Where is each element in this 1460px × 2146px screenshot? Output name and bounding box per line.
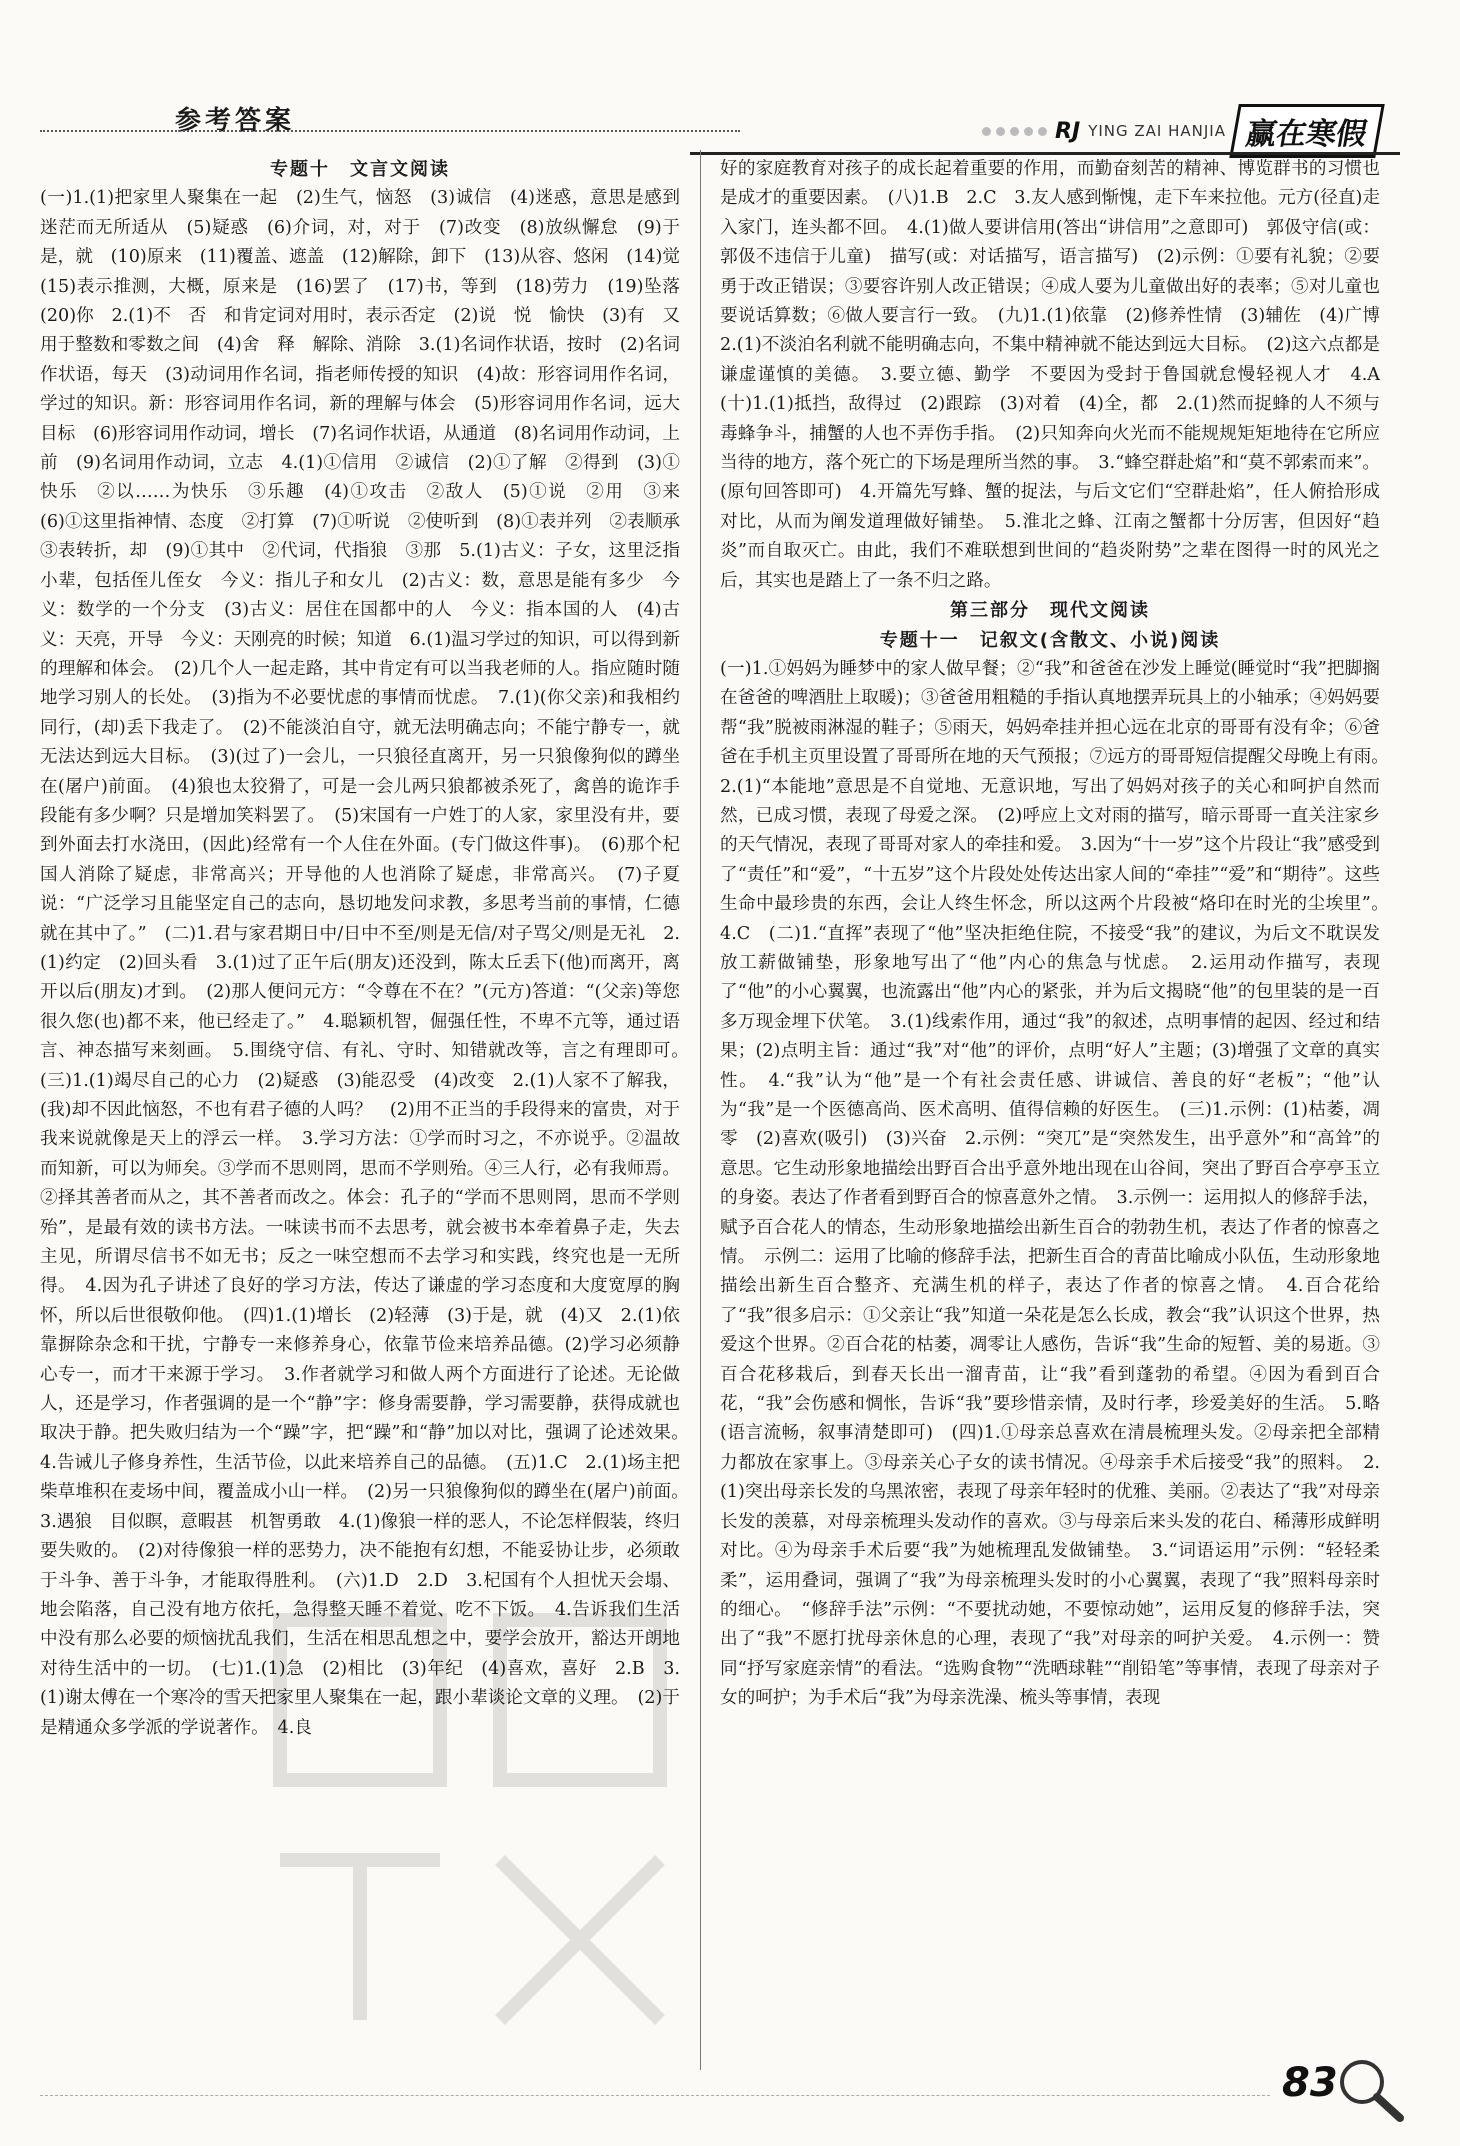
brand-logo: 赢在寒假 [1229,104,1385,158]
page-number: 83 [1282,2060,1338,2106]
watermark-stamp-icon [240,1560,700,2060]
right-column-text-upper: 好的家庭教育对孩子的成长起着重要的作用，而勤奋刻苦的精神、博览群书的习惯也是成才的重要因素。 (八)1.B 2.C 3.友人感到惭愧，走下车来拉他。元方(径直)走入家门，连头都不回。 4.(1)做人要讲信用(答出“讲信用”之意即可) 郭伋守信(或：郭伋不违信于儿童) 描写(或：对话描写，语言描写) (2)示例：①要有礼貌；②要勇于改正错误；③要容许别人改正错误；④成人要为儿童做出好的表率；⑤对儿童也要说话算数；⑥做人要言行一致。 (九)1.(1)依靠 (2)修养性情 (3)辅佐 (4)广博 2.(1)不淡泊名利就不能明确志向，不集中精神就不能达到远大目标。 (2)这六点都是谦虚谨慎的美德。 3.要立德、勤学 不要因为受封于鲁国就怠慢轻视人才 4.A (十)1.(1)抵挡，敌得过 (2)跟踪 (3)对着 (4)全，都 2.(1)然而捉蜂的人不须与毒蜂争斗，捕蟹的人也不弄伤手指。 (2)只知奔向火光而不能规规矩矩地待在它所应当待的地方，落个死亡的下场是理所当然的事。 3.“蜂空群赴焰”和“莫不郭索而来”。(原句回答即可) 4.开篇先写蜂、蟹的捉法，与后文它们“空群赴焰”，任人俯拾形成对比，从而为阐发道理做好铺垫。 5.淮北之蜂、江南之蟹都十分厉害，但因好“趋炎”而自取灭亡。由此，我们不难联想到世间的“趋炎附势”之辈在图得一时的风光之后，其实也是踏上了一条不归之路。 [720,159,1398,591]
brand-pinyin: YING ZAI HANJIA [1088,122,1226,140]
section-title-classical-chinese: 专题十 文言文阅读 [270,159,450,180]
page-title: 参考答案 [175,106,296,136]
footer-rule [40,2095,1270,2096]
left-column-text: (一)1.(1)把家里人聚集在一起 (2)生气，恼怒 (3)诚信 (4)迷惑，意思是感到迷茫而无所适从 (5)疑惑 (6)介词，对，对于 (7)改变 (8)放纵懈怠 (9)于是，就 (10)原来 (11)覆盖、遮盖 (12)解除，卸下 (13)从容、悠闲 (14)觉 (15)表示推测，大概，原来是 (16)罢了 (17)书，等到 (18)劳力 (19)坠落 (20)你 2.(1)不 否 和肯定词对用时，表示否定 (2)说 悦 愉快 (3)有 又 用于整数和零数之间 (4)舍 释 解除、消除 3.(1)名词作状语，按时 (2)名词作状语，每天 (3)动词用作名词，指老师传授的知识 (4)故：形容词用作名词，学过的知识。新：形容词用作名词，新的理解与体会 (5)形容词用作名词，远大目标 (6)形容词用作动词，增长 (7)名词作状语，从通道 (8)名词用作动词，上前 (9)名词用作动词，立志 4.(1)①信用 ②诚信 (2)①了解 ②得到 (3)①快乐 ②以……为快乐 ③乐趣 (4)①攻击 ②敌人 (5)①说 ②用 ③来 (6)①这里指神情、态度 ②打算 (7)①听说 ②使听到 (8)①表并列 ②表顺承 ③表转折，却 (9)①其中 ②代词，代指狼 ③那 5.(1)古义：子女，这里泛指小辈，包括侄儿侄女 今义：指儿子和女儿 (2)古义：数，意思是能有多少 今义：数学的一个分支 (3)古义：居住在国都中的人 今义：指本国的人 (4)古义：天亮，开导 今义：天刚亮的时候；知道 6.(1)温习学过的知识，可以得到新的理解和体会。 (2)几个人一起走路，其中肯定有可以当我老师的人。指应随时随地学习别人的长处。 (3)指为不必要忧虑的事情而忧虑。 7.(1)(你父亲)和我相约同行，(却)丢下我走了。 (2)不能淡泊自守，就无法明确志向；不能宁静专一，就无法达到远大目标。 (3)(过了)一会儿，一只狼径直离开，另一只狼像狗似的蹲坐在(屠户)前面。 (4)狼也太狡猾了，可是一会儿两只狼都被杀死了，禽兽的诡诈手段能有多少啊？只是增加笑料罢了。 (5)宋国有一户姓丁的人家，家里没有井，要到外面去打水浇田，(因此)经常有一个人住在外面。(专门做这件事)。 (6)那个杞国人消除了疑虑，非常高兴；开导他的人也消除了疑虑，非常高兴。 (7)子夏说：“广泛学习且能坚定自己的志向，恳切地发问求教，多思考当前的事情，仁德就在其中了。” (二)1.君与家君期日中/日中不至/则是无信/对子骂父/则是无礼 2.(1)约定 (2)回头看 3.(1)过了正午后(朋友)还没到，陈太丘丢下(他)而离开，离开以后(朋友)才到。 (2)那人便问元方：“令尊在不在？”(元方)答道：“(父亲)等您很久您(也)都不来，他已经走了。” 4.聪颖机智，倔强任性，不卑不亢等，通过语言、神态描写来刻画。 5.围绕守信、有礼、守时、知错就改等，言之有理即可。 (三)1.(1)竭尽自己的心力 (2)疑惑 (3)能忍受 (4)改变 2.(1)人家不了解我，(我)却不因此恼怒，不也有君子德的人吗？ (2)用不正当的手段得来的富贵，对于我来说就像是天上的浮云一样。 3.学习方法：①学而时习之，不亦说乎。②温故而知新，可以为师矣。③学而不思则罔，思而不学则殆。④三人行，必有我师焉。②择其善者而从之，其不善者而改之。体会：孔子的“学而不思则罔，思而不学则殆”，是最有效的读书方法。一味读书而不去思考，就会被书本牵着鼻子走，失去主见，所谓尽信书不如无书；反之一味空想而不去学习和实践，终究也是一无所得。 4.因为孔子讲述了良好的学习方法，传达了谦虚的学习态度和大度宽厚的胸怀，所以后世很敬仰他。 (四)1.(1)增长 (2)轻薄 (3)于是，就 (4)又 2.(1)依靠摒除杂念和干扰，宁静专一来修养身心，依靠节俭来培养品德。(2)学习必须静心专一，而才干来源于学习。 3.作者就学习和做人两个方面进行了论述。无论做人，还是学习，作者强调的是一个“静”字：修身需要静，学习需要静，获得成就也取决于静。把失败归结为一个“躁”字，把“躁”和“静”加以对比，强调了论述效果。 4.告诫儿子修身养性，生活节俭，以此来培养自己的品德。 (五)1.C 2.(1)场主把柴草堆积在麦场中间，覆盖成小山一样。 (2)另一只狼像狗似的蹲坐在(屠户)前面。 3.遇狼 目似瞑，意暇甚 机智勇敢 4.(1)像狼一样的恶人，不论怎样假装，终归要失败的。 (2)对待像狼一样的恶势力，决不能抱有幻想，不能妥协让步，必须敢于斗争、善于斗争，才能取得胜利。 (六)1.D 2.D 3.杞国有个人担忧天会塌、地会陷落，自己没有地方依托，急得整天睡不着觉、吃不下饭。 4.告诉我们生活中没有那么必要的烦恼扰乱我们，生活在相思乱想之中，要学会放开，豁达开朗地对待生活中的一切。 (七)1.(1)急 (2)相比 (3)年纪 (4)喜欢，喜好 2.B 3.(1)谢太傅在一个寒冷的雪天把家里人聚集在一起，跟小辈谈论文章的义理。 (2)于是精通众多学派的学说著作。 4.良 [40,188,698,1738]
dots-decoration-icon [982,127,1047,136]
magnifier-icon [1338,2056,1408,2126]
section-title-narrative: 专题十一 记叙文(含散文、小说)阅读 [879,629,1221,651]
brand-header [982,108,1380,154]
part-title-modern-reading: 第三部分 现代文阅读 [950,600,1150,622]
column-divider [700,150,701,2070]
right-column [720,155,1398,2085]
edition-badge: RJ [1055,118,1081,144]
header-dotted-rule [40,130,740,134]
right-column-text-lower: (一)1.①妈妈为睡梦中的家人做早餐；②“我”和爸爸在沙发上睡觉(睡觉时“我”把脚搁在爸爸的啤酒肚上取暖)；③爸爸用粗糙的手指认真地摆弄玩具上的小轴承；④妈妈要帮“我”脱被雨淋湿的鞋子；⑤雨天，妈妈牵挂并担心远在北京的哥哥有没有伞；⑥爸爸在手机主页里设置了哥哥所在地的天气预报；⑦远方的哥哥短信提醒父母晚上有雨。 2.(1)“本能地”意思是不自觉地、无意识地，写出了妈妈对孩子的关心和呵护自然而然，已成习惯，表现了母爱之深。 (2)呼应上文对雨的描写，暗示哥哥一直关注家乡的天气情况，表现了哥哥对家人的牵挂和爱。 3.因为“十一岁”这个片段让“我”感受到了“责任”和“爱”，“十五岁”这个片段处处传达出家人间的“牵挂”“爱”和“期待”。这些生命中最珍贵的东西，会让人终生怀念，所以这两个片段被“烙印在时光的尘埃里”。 4.C (二)1.“直挥”表现了“他”坚决拒绝住院，不接受“我”的建议，为后文不耽误发放工薪做铺垫，形象地写出了“他”内心的焦急与忧虑。 2.运用动作描写，表现了“他”的小心翼翼，也流露出“他”内心的紧张，并为后文揭晓“他”的包里装的是一百多万现金埋下伏笔。 3.(1)线索作用，通过“我”的叙述，点明事情的起因、经过和结果；(2)点明主旨：通过“我”对“他”的评价，点明“好人”主题；(3)增强了文章的真实性。 4.“我”认为“他”是一个有社会责任感、讲诚信、善良的好“老板”；“他”认为“我”是一个医德高尚、医术高明、值得信赖的好医生。 (三)1.示例：(1)枯萎，凋零 (2)喜欢(吸引) (3)兴奋 2.示例：“突兀”是“突然发生，出乎意外”和“高耸”的意思。它生动形象地描绘出野百合出乎意外地出现在山谷间，突出了野百合亭亭玉立的身姿。表达了作者看到野百合的惊喜意外之情。 3.示例一：运用拟人的修辞手法，赋予百合花人的情态，生动形象地描绘出新生百合的勃勃生机，表达了作者的惊喜之情。 示例二：运用了比喻的修辞手法，把新生百合的青苗比喻成小队伍，生动形象地描绘出新生百合整齐、充满生机的样子，表达了作者的惊喜之情。 4.百合花给了“我”很多启示：①父亲让“我”知道一朵花是怎么长成，教会“我”认识这个世界，热爱这个世界。②百合花的枯萎，凋零让人感伤，告诉“我”生命的短暂、美的易逝。③百合花移栽后，到春天长出一溜青苗，让“我”看到蓬勃的希望。④因为看到百合花，“我”会伤感和惆怅，告诉“我”要珍惜亲情，及时行孝，珍爱美好的生活。 5.略(语言流畅，叙事清楚即可) (四)1.①母亲总喜欢在清晨梳理头发。②母亲把全部精力都放在家事上。③母亲关心子女的读书情况。④母亲手术后接受“我”的照料。 2.(1)突出母亲长发的乌黑浓密，表现了母亲年轻时的优雅、美丽。②表达了“我”对母亲长发的羡慕，对母亲梳理头发动作的喜欢。③与母亲后来头发的花白、稀薄形成鲜明对比。④为母亲手术后要“我”为她梳理乱发做铺垫。 3.“词语运用”示例：“轻轻柔柔”，运用叠词，强调了“我”为母亲梳理头发时的小心翼翼，表现了“我”照料母亲时的细心。 “修辞手法”示例：“不要扰动她，不要惊动她”，运用反复的修辞手法，突出了“我”不愿打扰母亲休息的心理，表现了“我”对母亲的呵护关爱。 4.示例一：赞同“抒写家庭亲情”的看法。“选购食物”“洗晒球鞋”“削铅笔”等事情，表现了母亲对子女的呵护；为手术后“我”为母亲洗澡、梳头等事情，表现 [720,658,1398,1709]
